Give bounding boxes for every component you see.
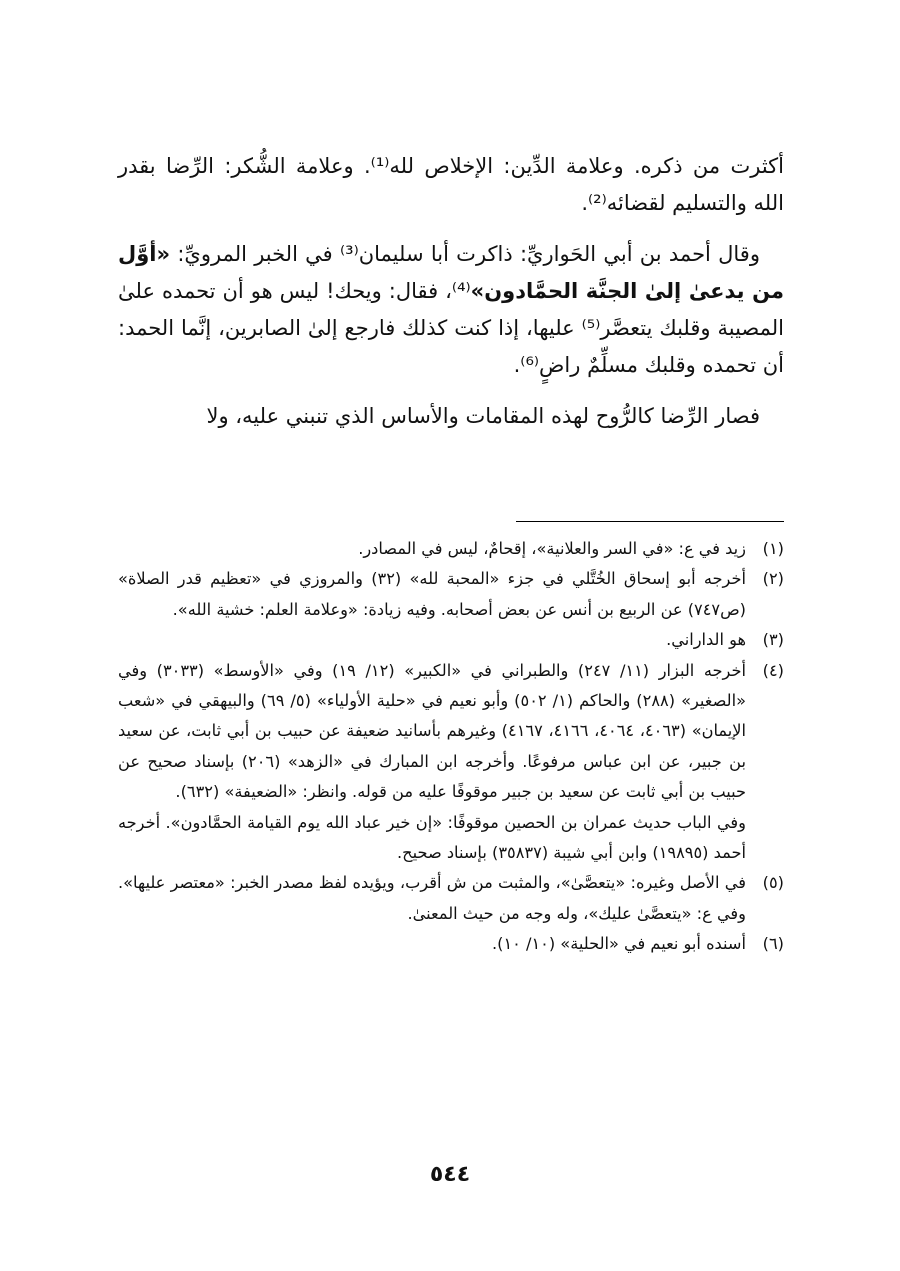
footnote-number: (٤) [762,660,784,680]
footnote-number: (١) [762,539,784,558]
footnote-1 [118,534,784,564]
paragraph-2 [118,236,784,384]
footnote-text: زيد في ع: «في السر والعلانية»، إقحامٌ، ليس في المصادر. [358,539,746,558]
footnote-number: (٢) [762,569,784,589]
paragraph-1-text: أكثرت من ذكره. وعلامة الدِّين: الإخلاص لله⁽¹⁾. وعلامة الشُّكر: الرِّضا بقدر الله والتسليم لقضائه⁽²⁾. [118,154,784,215]
footnote-text-continued: وفي الباب حديث عمران بن الحصين موقوفًا: «إن خير عباد الله يوم القيامة الحمَّادون». أخرجه أحمد (١٩٨٩٥) وابن أبي شيبة (٣٥٨٣٧) بإسناد صحيح. [118,812,746,863]
paragraph-2-intro: وقال أحمد بن أبي الحَواريِّ: ذاكرت أبا سليمان⁽³⁾ في الخبر المرويِّ: [177,242,760,266]
page-number: ٥٤٤ [429,1162,471,1187]
footnote-number: (٥) [762,873,784,893]
paragraph-3-text: فصار الرِّضا كالرُّوح لهذه المقامات والأساس الذي تنبني عليه، ولا [206,404,760,428]
footnote-text: أخرجه البزار (١١/ ٢٤٧) والطبراني في «الكبير» (١٢/ ١٩) وفي «الأوسط» (٣٠٣٣) وفي «الصغير» (٢٨٨) والحاكم (١/ ٥٠٢) وأبو نعيم في «حلية الأولياء» (٥/ ٦٩) والبيهقي في «شعب الإيمان» (٤٠٦٣، ٤٠٦٤، ٤١٦٦، ٤١٦٧) وغيرهم بأسانيد ضعيفة عن حبيب بن أبي ثابت، عن سعيد بن جبير، عن ابن عباس مرفوعًا. وأخرجه ابن المبارك في «الزهد» (٢٠٦) بإسناد صحيح عن حبيب بن أبي ثابت عن سعيد بن جبير موقوفًا عليه من قوله. وانظر: «الضعيفة» (٦٣٢). [118,660,747,802]
paragraph-2-rest: ⁽⁴⁾، فقال: ويحك! ليس هو أن تحمده علىٰ المصيبة وقلبك يتعصَّر⁽⁵⁾ عليها، إذا كنت كذلك فارجع إلىٰ الصابرين، إنَّما الحمد: أن تحمده وقلبك مسلِّمٌ راضٍ⁽⁶⁾. [118,279,784,377]
main-text [118,148,784,449]
footnotes [118,534,784,960]
footnote-3 [118,625,784,655]
hadith-quote: «أوَّل من يدعىٰ إلىٰ الجنَّة الحمَّادون» [118,242,784,303]
footnote-separator [516,521,784,522]
footnote-number: (٦) [762,934,784,954]
footnote-text: أخرجه أبو إسحاق الخُتَّلي في جزء «المحبة لله» (٣٢) والمروزي في «تعظيم قدر الصلاة» (ص٧٤٧) عن الربيع بن أنس عن بعض أصحابه. وفيه زيادة: «وعلامة العلم: خشية الله». [118,569,746,619]
footnote-number: (٣) [762,630,784,650]
footnote-text: في الأصل وغيره: «يتعصَّىٰ»، والمثبت من ش أقرب، ويؤيده لفظ مصدر الخبر: «معتصر عليها». وفي ع: «يتعصَّىٰ عليك»، وله وجه من حيث المعنىٰ. [118,873,746,923]
footnote-4 [118,656,784,869]
footnote-2 [118,564,784,625]
paragraph-1 [118,148,784,222]
paragraph-3 [118,398,784,435]
footnote-text: أسنده أبو نعيم في «الحلية» (١٠/ ١٠). [491,934,746,954]
footnote-text: هو الداراني. [666,630,746,650]
footnote-5 [118,868,784,929]
footnote-6 [118,929,784,959]
